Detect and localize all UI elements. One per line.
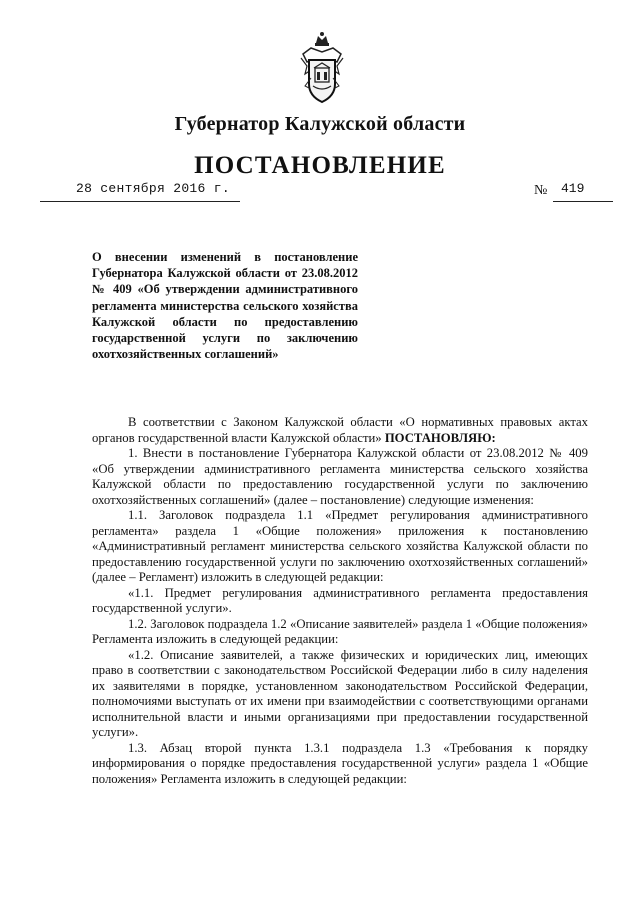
body-paragraph: «1.2. Описание заявителей, а также физических и юридических лиц, имеющих право в соответствии с законодательством Российской Федерации либо в силу наделения их заявителями в порядке, установленном законодательством Российской Федерации, полномочиями выступать от их имени при взаимодействии с соответствующими органами исполнительной власти и иными организациями при предоставлении государственной услуги».	[92, 647, 588, 739]
document-type-heading: ПОСТАНОВЛЕНИЕ	[194, 152, 446, 179]
document-subject: О внесении изменений в постановление Губернатора Калужской области от 23.08.2012 № 409 «Об утверждении административного регламента министерства сельского хозяйства Калужской области по предоставлению государственной услуги по заключению охотхозяйственных соглашений»	[92, 250, 358, 362]
document-number: 419	[561, 181, 585, 196]
body-paragraph: 1.3. Абзац второй пункта 1.3.1 подраздела 1.3 «Требования к порядку информирования о порядке предоставления государственной услуги» раздела 1 «Общие положения» Регламента изложить в следующей редакции:	[92, 740, 588, 786]
body-paragraph: 1.2. Заголовок подраздела 1.2 «Описание заявителей» раздела 1 «Общие положения» Регламента изложить в следующей редакции:	[92, 616, 588, 646]
document-date: 28 сентября 2016 г.	[76, 181, 230, 196]
preamble-text: В соответствии с Законом Калужской области «О нормативных правовых актах органов государственной власти Калужской области»	[92, 415, 588, 445]
body-paragraph: «1.1. Предмет регулирования административного регламента предоставления государственной услуги».	[92, 585, 588, 615]
body-paragraph: 1. Внести в постановление Губернатора Калужской области от 23.08.2012 № 409 «Об утверждении административного регламента министерства сельского хозяйства Калужской области по предоставлению государственной услуги по заключению охотхозяйственных соглашений» (далее – постановление) следующие изменения:	[92, 446, 588, 507]
coat-of-arms-icon	[299, 30, 345, 104]
decree-word: ПОСТАНОВЛЯЮ:	[384, 430, 496, 445]
preamble-paragraph	[92, 415, 588, 446]
body-paragraph: 1.1. Заголовок подраздела 1.1 «Предмет регулирования административного регламента» раздела 1 «Общие положения» приложения к постановлению «Административный регламент министерства сельского хозяйства Калужской области по предоставлению государственной услуги по заключению охотхозяйственных соглашений» (далее – Регламент) изложить в следующей редакции:	[92, 508, 588, 584]
document-number-label: №	[534, 183, 548, 198]
issuing-authority-title: Губернатор Калужской области	[174, 113, 466, 135]
document-body	[92, 415, 588, 787]
